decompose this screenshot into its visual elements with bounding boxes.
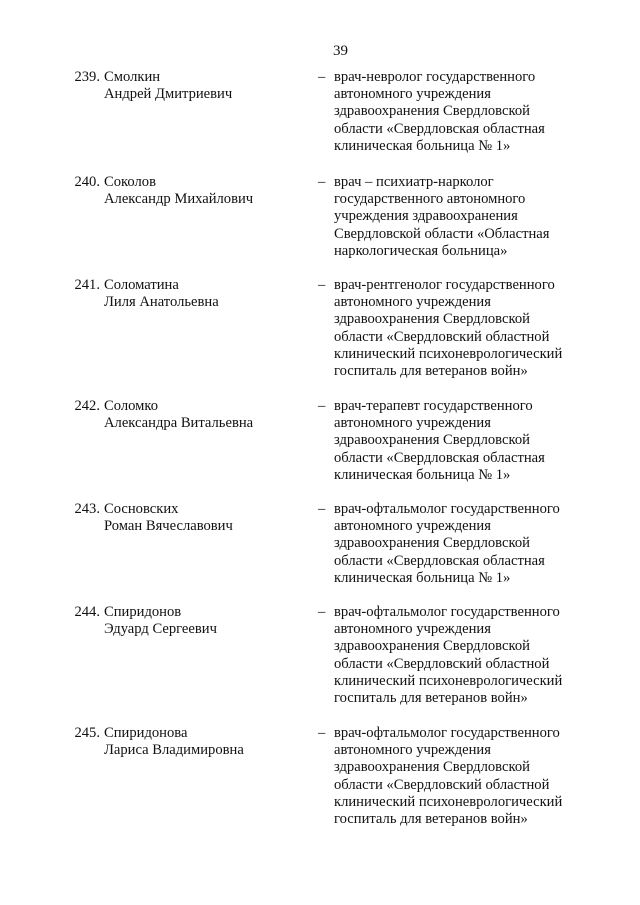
entry-given-names: Роман Вячеславович [104,518,233,535]
description-line: клинический психоневрологический [334,793,563,810]
description-line: здравоохранения Свердловской [334,103,530,120]
description-line: клиническая больница № 1» [334,569,511,586]
entry-description [334,501,596,587]
description-line: автономного учреждения [334,415,491,432]
entry-dash: – [318,174,326,190]
description-line: области «Свердловский областной [334,655,550,672]
description-line: врач-офтальмолог государственного [334,501,560,517]
description-line: государственного автономного [334,191,526,208]
entry-surname: Сосновских [104,501,179,517]
entry-number: 245. [74,725,100,741]
description-line: врач – психиатр-нарколог [334,174,494,190]
entry-number: 239. [74,69,100,85]
entry-description [334,174,596,260]
list-entry [0,174,640,274]
entry-dash: – [318,604,326,620]
description-line: здравоохранения Свердловской [334,535,530,552]
entry-dash: – [318,277,326,293]
description-line: врач-терапевт государственного [334,398,533,414]
entry-description [334,725,596,828]
entry-surname: Соломатина [104,277,179,293]
description-line: здравоохранения Свердловской [334,311,530,328]
entry-dash: – [318,398,326,414]
entry-surname: Смолкин [104,69,161,85]
description-line: наркологическая больница» [334,242,508,259]
entry-given-names: Эдуард Сергеевич [104,621,217,638]
entry-given-names: Лиля Анатольевна [104,294,219,311]
description-line: области «Свердловский областной [334,328,550,345]
entry-given-names: Андрей Дмитриевич [104,86,233,103]
description-line: клинический психоневрологический [334,672,563,689]
description-line: клиническая больница № 1» [334,466,511,483]
description-line: врач-офтальмолог государственного [334,604,560,620]
list-entry [0,604,640,707]
description-line: госпиталь для ветеранов войн» [334,811,528,828]
description-line: здравоохранения Свердловской [334,432,530,449]
entry-dash: – [318,501,326,517]
entry-dash: – [318,725,326,741]
description-line: врач-невролог государственного [334,69,536,85]
entry-number: 241. [74,277,100,293]
entry-description [334,277,596,380]
description-line: учреждения здравоохранения [334,208,518,225]
list-entry [0,725,640,828]
list-entry [0,277,640,380]
description-line: клиническая больница № 1» [334,137,511,154]
description-line: автономного учреждения [334,518,491,535]
description-line: области «Свердловская областная [334,120,545,137]
entry-given-names: Лариса Владимировна [104,742,244,759]
description-line: автономного учреждения [334,742,491,759]
entry-surname: Соломко [104,398,159,414]
list-entry [0,398,640,498]
description-line: здравоохранения Свердловской [334,638,530,655]
page-number: 39 [333,43,348,59]
description-line: автономного учреждения [334,621,491,638]
entry-description [334,69,596,155]
entry-number: 240. [74,174,100,190]
list-entry [0,501,640,601]
entry-number: 242. [74,398,100,414]
description-line: госпиталь для ветеранов войн» [334,363,528,380]
list-entry [0,69,640,169]
entry-description [334,398,596,484]
description-line: врач-офтальмолог государственного [334,725,560,741]
entry-number: 244. [74,604,100,620]
entry-surname: Спиридонова [104,725,188,741]
description-line: Свердловской области «Областная [334,225,550,242]
entry-surname: Спиридонов [104,604,182,620]
description-line: автономного учреждения [334,294,491,311]
description-line: здравоохранения Свердловской [334,759,530,776]
description-line: автономного учреждения [334,86,491,103]
entry-surname: Соколов [104,174,156,190]
entry-description [334,604,596,707]
description-line: области «Свердловская областная [334,552,545,569]
entry-given-names: Александра Витальевна [104,415,254,432]
description-line: области «Свердловская областная [334,449,545,466]
description-line: клинический психоневрологический [334,345,563,362]
description-line: госпиталь для ветеранов войн» [334,690,528,707]
description-line: врач-рентгенолог государственного [334,277,555,293]
entry-given-names: Александр Михайлович [104,191,254,208]
entry-dash: – [318,69,326,85]
entry-number: 243. [74,501,100,517]
description-line: области «Свердловский областной [334,776,550,793]
